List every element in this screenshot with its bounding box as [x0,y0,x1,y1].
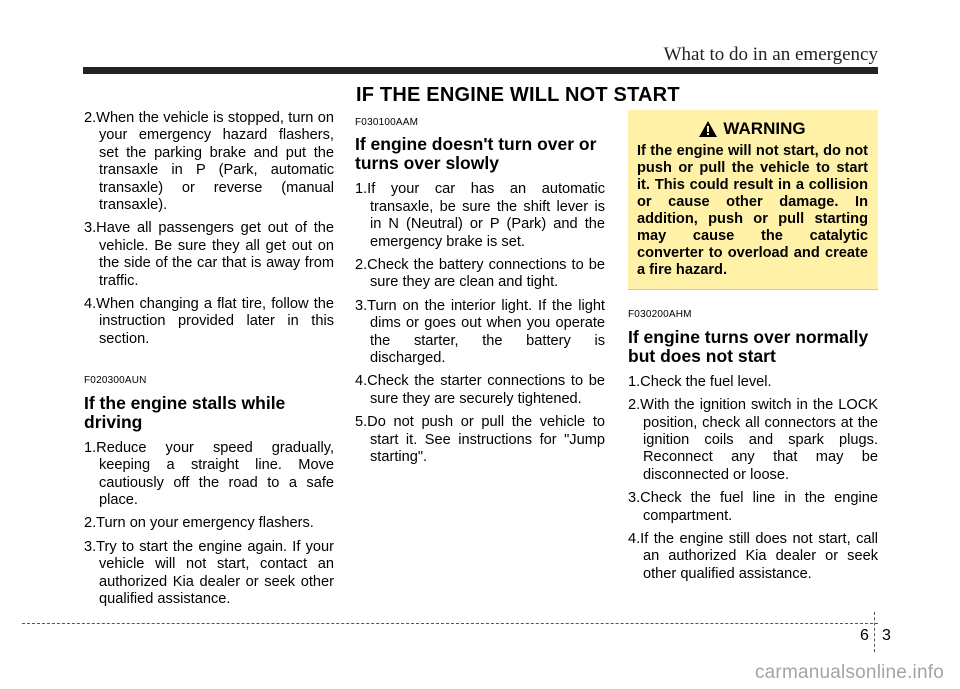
list-item: 2.Turn on your emergency flashers. [84,515,314,532]
section-heading: If engine doesn't turn over or turns over slowly [355,134,597,174]
list-item: 1.Check the fuel level. [628,373,772,390]
section-heading: If the engine stalls while driving [84,392,286,432]
list-item: 3.Have all passengers get out of the vehicle. Be sure they all get out on the side of the car that is away from traffic. [84,220,334,289]
column-2 [355,110,605,473]
header-rule [83,67,878,74]
chapter-title: What to do in an emergency [663,44,878,65]
list-item: 3.Try to start the engine again. If your vehicle will not start, contact an authorized Kia dealer or seek other qualified assistance. [84,538,334,607]
column-1 [84,110,334,614]
list-item: 2.Check the battery connections to be sure they are clean and tight. [355,257,605,291]
footer-page-separator [874,612,875,652]
section-heading: If engine turns over normally but does not start [628,326,869,366]
list-item: 5.Do not push or pull the vehicle to start it. See instructions for "Jump starting". [355,414,605,466]
page-number: 3 [882,627,891,644]
watermark: carmanualsonline.info [754,662,944,683]
column-3 [628,110,878,589]
section-code: F030100AAM [355,117,419,128]
page-chapter-number: 6 [860,627,869,644]
section-code: F030200AHM [628,309,692,321]
warning-header [637,120,868,137]
warning-text: If the engine will not start, do not push or pull the vehicle to start it. This could result in a collision or cause other damage. In addition, push or pull starting may cause the catalytic converter to overload and create a fire hazard. [637,143,868,279]
section-title: IF THE ENGINE WILL NOT START [356,84,680,106]
list-item: 4.Check the starter connections to be sure they are securely tightened. [355,373,605,407]
list-item: 3.Turn on the interior light. If the light dims or goes out when you operate the starter, the battery is discharged. [355,297,605,367]
warning-title: WARNING [723,119,806,138]
list-item: 2.When the vehicle is stopped, turn on your emergency hazard flashers, set the parking brake and put the transaxle in P (Park, automatic transaxle) or reverse (manual transaxle). [84,110,334,214]
list-item: 1.If your car has an automatic transaxle, be sure the shift lever is in N (Neutral) or P (Park) and the emergency brake is set. [355,181,605,250]
warning-box [628,110,878,290]
list-item: 1.Reduce your speed gradually, keeping a straight line. Move cautiously off the road to a safe place. [84,439,334,508]
list-item: 3.Check the fuel line in the engine compartment. [628,490,878,524]
section-code: F020300AUN [84,375,147,387]
warning-triangle-icon [699,121,717,137]
list-item: 2.With the ignition switch in the LOCK position, check all connectors at the ignition coils and spark plugs. Reconnect any that may be disconnected or loose. [628,397,878,483]
list-item: 4.If the engine still does not start, call an authorized Kia dealer or seek other qualified assistance. [628,531,878,582]
list-item: 4.When changing a flat tire, follow the instruction provided later in this section. [84,296,334,347]
footer-divider [22,623,878,624]
